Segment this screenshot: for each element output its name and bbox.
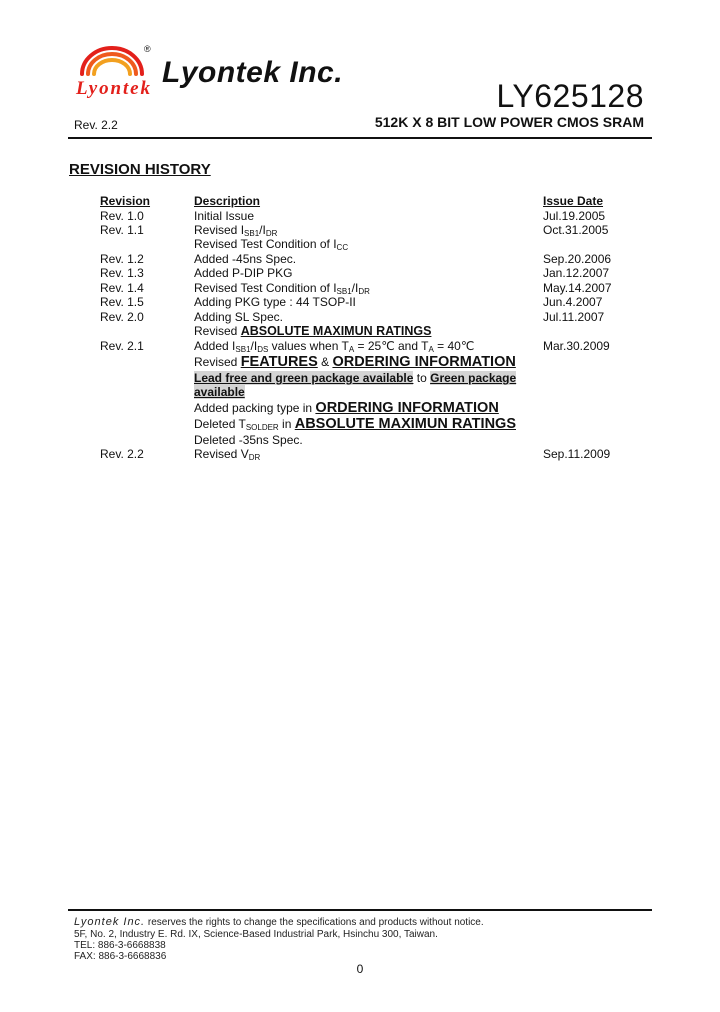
desc-deleted-tsolder: Deleted $T_{SOLDER}$ in ABSOLUTE MAXIMUN RATINGS	[194, 416, 516, 432]
date-rev-1-4: May.14.2007	[543, 281, 612, 295]
desc-added-pdip: Added P-DIP PKG	[194, 266, 293, 280]
date-rev-2-2: Sep.11.2009	[543, 447, 611, 461]
desc-adding-sl: Adding SL Spec.	[194, 310, 283, 324]
header-revision: Revision	[100, 194, 151, 208]
date-rev-1-3: Jan.12.2007	[543, 266, 610, 280]
rev-1-3: Rev. 1.3	[100, 266, 144, 280]
footer-rule	[68, 909, 652, 911]
date-rev-2-1: Mar.30.2009	[543, 339, 610, 353]
date-rev-1-1: Oct.31.2005	[543, 223, 609, 237]
rev-1-5: Rev. 1.5	[100, 295, 144, 309]
desc-adding-pkg: Adding PKG type : 44 TSOP-II	[194, 295, 356, 309]
header-rule	[68, 137, 652, 139]
desc-revised-features-ordering: Revised FEATURES & ORDERING INFORMATION	[194, 354, 516, 370]
desc-initial-issue: Initial Issue	[194, 209, 255, 223]
footer-address: 5F, No. 2, Industry E. Rd. IX, Science-Based Industrial Park, Hsinchu 300, Taiwan.	[74, 929, 438, 940]
part-number: LY625128	[496, 78, 644, 114]
registered-mark: ®	[144, 44, 151, 54]
page-number: 0	[356, 962, 364, 976]
desc-added-packing-type: Added packing type in ORDERING INFORMATION	[194, 400, 499, 416]
rev-2-1: Rev. 2.1	[100, 339, 144, 353]
document-revision: Rev. 2.2	[74, 118, 118, 132]
rev-2-0: Rev. 2.0	[100, 310, 144, 324]
rev-1-0: Rev. 1.0	[100, 209, 144, 223]
date-rev-1-0: Jul.19.2005	[543, 209, 606, 223]
company-logo	[70, 44, 155, 104]
footer-tel: TEL: 886-3-6668838	[74, 940, 166, 951]
rev-2-2: Rev. 2.2	[100, 447, 144, 461]
desc-lead-free-to-green: Lead free and green package available to Green package	[194, 371, 517, 385]
desc-deleted-35ns: Deleted -35ns Spec.	[194, 433, 303, 447]
rev-1-1: Rev. 1.1	[100, 223, 144, 237]
desc-revised-test-icc: Revised Test Condition of $I_{CC}$	[194, 237, 349, 252]
header-issue-date: Issue Date	[543, 194, 604, 208]
desc-added-values-when-ta: Added $I_{SB1}/I_{DS}$ values when $T_A$ = 25℃ and $T_A$ = 40℃	[194, 339, 475, 354]
company-name: Lyontek Inc.	[162, 56, 344, 89]
rev-1-4: Rev. 1.4	[100, 281, 144, 295]
logo-wordmark: Lyontek	[76, 78, 150, 99]
desc-revised-test-isb1-idr: Revised Test Condition of $I_{SB1}/I_{DR}$	[194, 281, 370, 296]
date-rev-1-2: Sep.20.2006	[543, 252, 612, 266]
date-rev-1-5: Jun.4.2007	[543, 295, 603, 309]
desc-added-45ns: Added -45ns Spec.	[194, 252, 297, 266]
section-title: REVISION HISTORY	[69, 161, 211, 178]
footer-notice: Lyontek Inc. reserves the rights to change the specifications and products without notice.	[74, 916, 484, 928]
desc-revised-abs-max: Revised ABSOLUTE MAXIMUN RATINGS	[194, 324, 432, 338]
footer-fax: FAX: 886-3-6668836	[74, 951, 167, 962]
desc-available: available	[194, 385, 245, 399]
header-description: Description	[194, 194, 261, 208]
desc-revised-isb1-idr: Revised $I_{SB1}/I_{DR}$	[194, 223, 278, 238]
desc-revised-vdr: Revised $V_{DR}$	[194, 447, 261, 462]
document-subtitle: 512K X 8 BIT LOW POWER CMOS SRAM	[374, 114, 644, 130]
rev-1-2: Rev. 1.2	[100, 252, 144, 266]
date-rev-2-0: Jul.11.2007	[543, 310, 605, 324]
